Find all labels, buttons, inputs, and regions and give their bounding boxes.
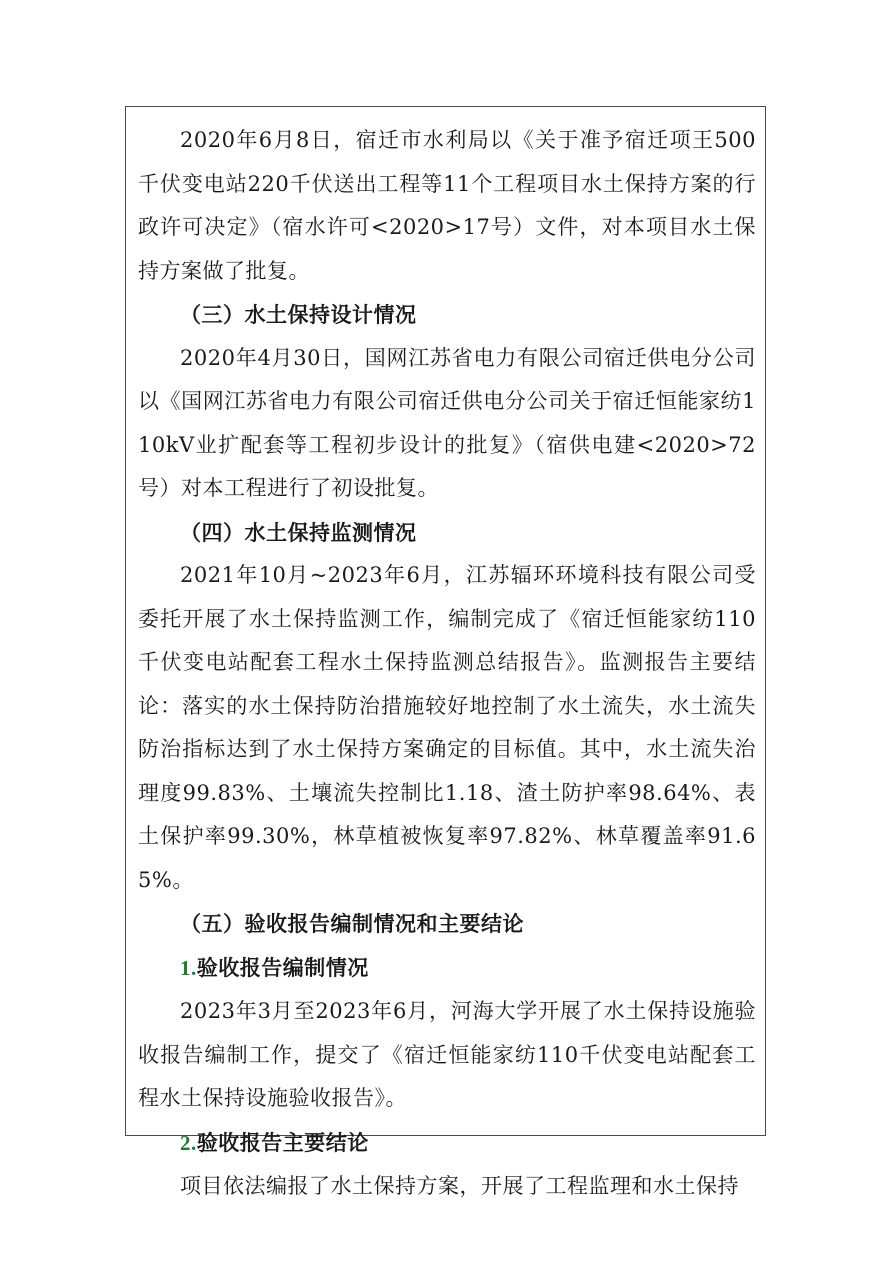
paragraph-approval: 2020年6月8日，宿迁市水利局以《关于准予宿迁项王500千伏变电站220千伏送出工程等11个工程项目水土保持方案的行政许可决定》（宿水许可<2020>17号）文件，对本项目水土保持方案做了批复。 — [138, 128, 756, 283]
document-body — [138, 119, 756, 1209]
document-frame — [125, 106, 766, 1198]
section-heading-monitoring: （四）水土保持监测情况 — [180, 519, 417, 545]
paragraph-design: 2020年4月30日，国网江苏省电力有限公司宿迁供电分公司以《国网江苏省电力有限公司宿迁供电分公司关于宿迁恒能家纺110kV业扩配套等工程初步设计的批复》（宿供电建<2020>72号）对本工程进行了初设批复。 — [138, 345, 756, 500]
paragraph-monitoring: 2021年10月~2023年6月，江苏辐环环境科技有限公司受委托开展了水土保持监测工作，编制完成了《宿迁恒能家纺110千伏变电站配套工程水土保持监测总结报告》。监测报告主要结论：落实的水土保持防治措施较好地控制了水土流失，水土流失防治指标达到了水土保持方案确定的目标值。其中，水土流失治理度99.83%、土壤流失控制比1.18、渣土防护率98.64%、表土保护率99.30%，林草植被恢复率97.82%、林草覆盖率91.65%。 — [138, 563, 756, 892]
subheading-text: 验收报告主要结论 — [196, 1129, 369, 1155]
subheading-report-preparation — [138, 946, 756, 991]
subheading-text: 验收报告编制情况 — [196, 954, 369, 980]
paragraph-report-preparation: 2023年3月至2023年6月，河海大学开展了水土保持设施验收报告编制工作，提交了《宿迁恒能家纺110千伏变电站配套工程水土保持设施验收报告》。 — [138, 999, 756, 1110]
section-heading-design: （三）水土保持设计情况 — [180, 302, 417, 327]
subheading-number: 2. — [180, 1130, 197, 1155]
subheading-number: 1. — [180, 955, 197, 980]
section-heading-acceptance-report: （五）验收报告编制情况和主要结论 — [180, 911, 524, 936]
subheading-main-conclusions — [138, 1121, 756, 1166]
paragraph-conclusions: 项目依法编报了水土保持方案，开展了工程监理和水土保持 — [180, 1174, 739, 1198]
